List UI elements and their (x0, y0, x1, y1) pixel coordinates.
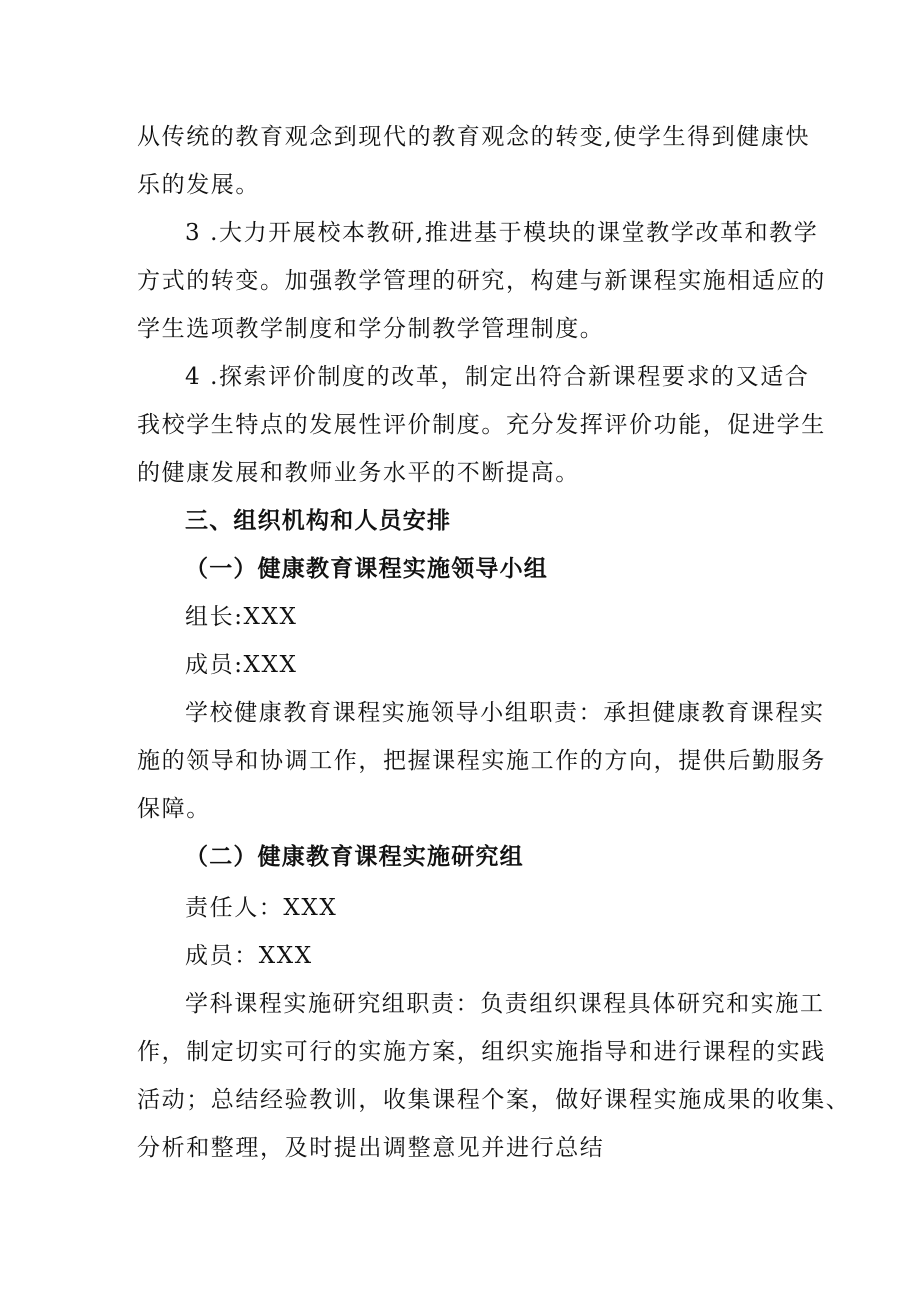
paragraph-line: 3 .大力开展校本教研,推进基于模块的课堂教学改革和教学 (185, 220, 819, 246)
paragraph-line: 乐的发展。 (137, 172, 260, 198)
paragraph-line: 施的领导和协调工作，把握课程实施工作的方向，提供后勤服务 (137, 748, 826, 774)
paragraph-line: 保障。 (137, 796, 211, 822)
paragraph-line: 活动；总结经验教训，收集课程个案，做好课程实施成果的收集、 (137, 1087, 851, 1113)
paragraph-line: 方式的转变。加强教学管理的研究，构建与新课程实施相适应的 (137, 268, 826, 294)
subsection-heading: （一）健康教育课程实施领导小组 (185, 556, 548, 582)
paragraph-line: 从传统的教育观念到现代的教育观念的转变,使学生得到健康快 (137, 124, 811, 150)
paragraph-line: 分析和整理，及时提出调整意见并进行总结 (137, 1135, 605, 1161)
members-line: 成员：XXX (185, 943, 313, 969)
paragraph-line: 的健康发展和教师业务水平的不断提高。 (137, 460, 580, 486)
paragraph-line: 学科课程实施研究组职责：负责组织课程具体研究和实施工 (185, 991, 825, 1017)
paragraph-line: 作，制定切实可行的实施方案，组织实施指导和进行课程的实践 (137, 1039, 826, 1065)
paragraph-line: 我校学生特点的发展性评价制度。充分发挥评价功能，促进学生 (137, 412, 826, 438)
paragraph-line: 学校健康教育课程实施领导小组职责：承担健康教育课程实 (185, 700, 825, 726)
responsible-line: 责任人：XXX (185, 895, 338, 921)
leader-line: 组长:XXX (185, 604, 298, 630)
members-line: 成员:XXX (185, 652, 298, 678)
paragraph-line: 学生选项教学制度和学分制教学管理制度。 (137, 316, 605, 342)
subsection-heading: （二）健康教育课程实施研究组 (185, 844, 524, 870)
paragraph-line: 4 .探索评价制度的改革，制定出符合新课程要求的又适合 (185, 364, 810, 390)
section-heading: 三、组织机构和人员安排 (185, 508, 452, 534)
